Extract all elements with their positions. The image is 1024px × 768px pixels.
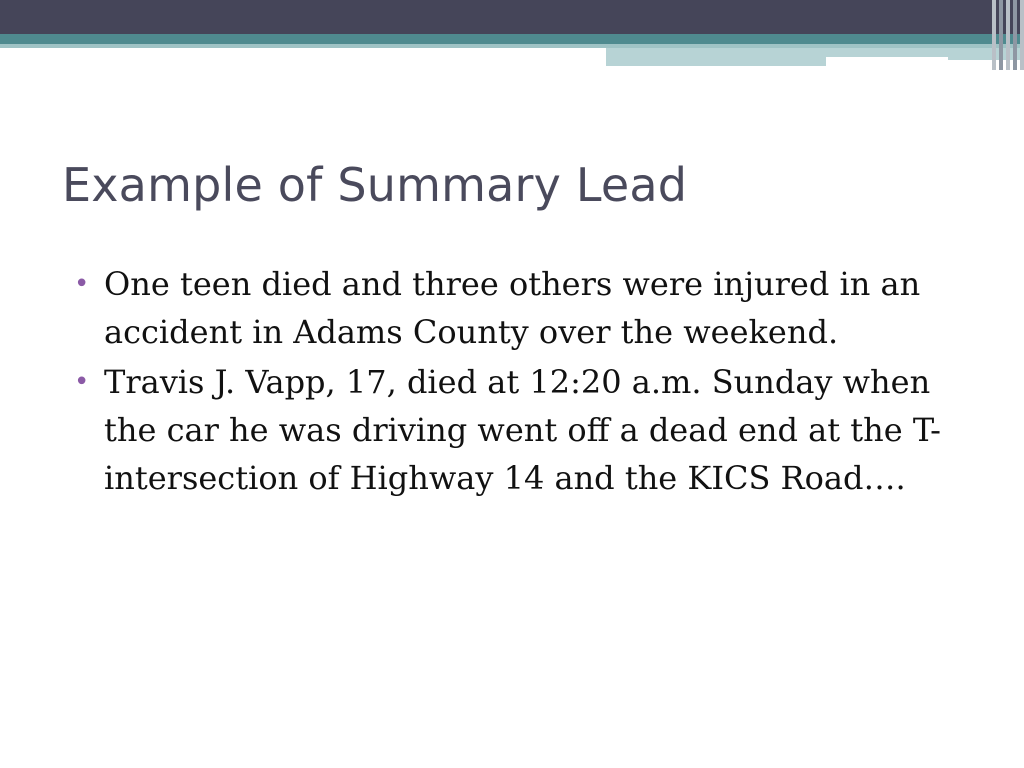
vertical-bar (992, 0, 996, 70)
header-band-dark (0, 0, 1024, 34)
vertical-bar (1006, 0, 1010, 70)
bullet-dot-icon: • (74, 269, 90, 299)
vertical-bar (999, 0, 1003, 70)
bullet-text: One teen died and three others were injured in an accident in Adams County over the weekend. (104, 265, 921, 351)
header-band-teal (0, 34, 1024, 44)
bullet-item (74, 358, 974, 502)
vertical-bar (1013, 0, 1017, 70)
bullet-dot-icon: • (74, 367, 90, 397)
header-accent-bar-short (606, 60, 826, 66)
header-accent-bar (606, 48, 1024, 60)
header-accent-line (826, 57, 948, 60)
bullet-list (74, 260, 974, 504)
slide-title: Example of Summary Lead (62, 158, 688, 212)
vertical-bar (1020, 0, 1024, 70)
bullet-text: Travis J. Vapp, 17, died at 12:20 a.m. Sunday when the car he was driving went off a dead end at the T-intersection of Highway 14 and the KICS Road…. (104, 363, 941, 497)
header-vertical-bars (992, 0, 1024, 70)
bullet-item (74, 260, 974, 356)
